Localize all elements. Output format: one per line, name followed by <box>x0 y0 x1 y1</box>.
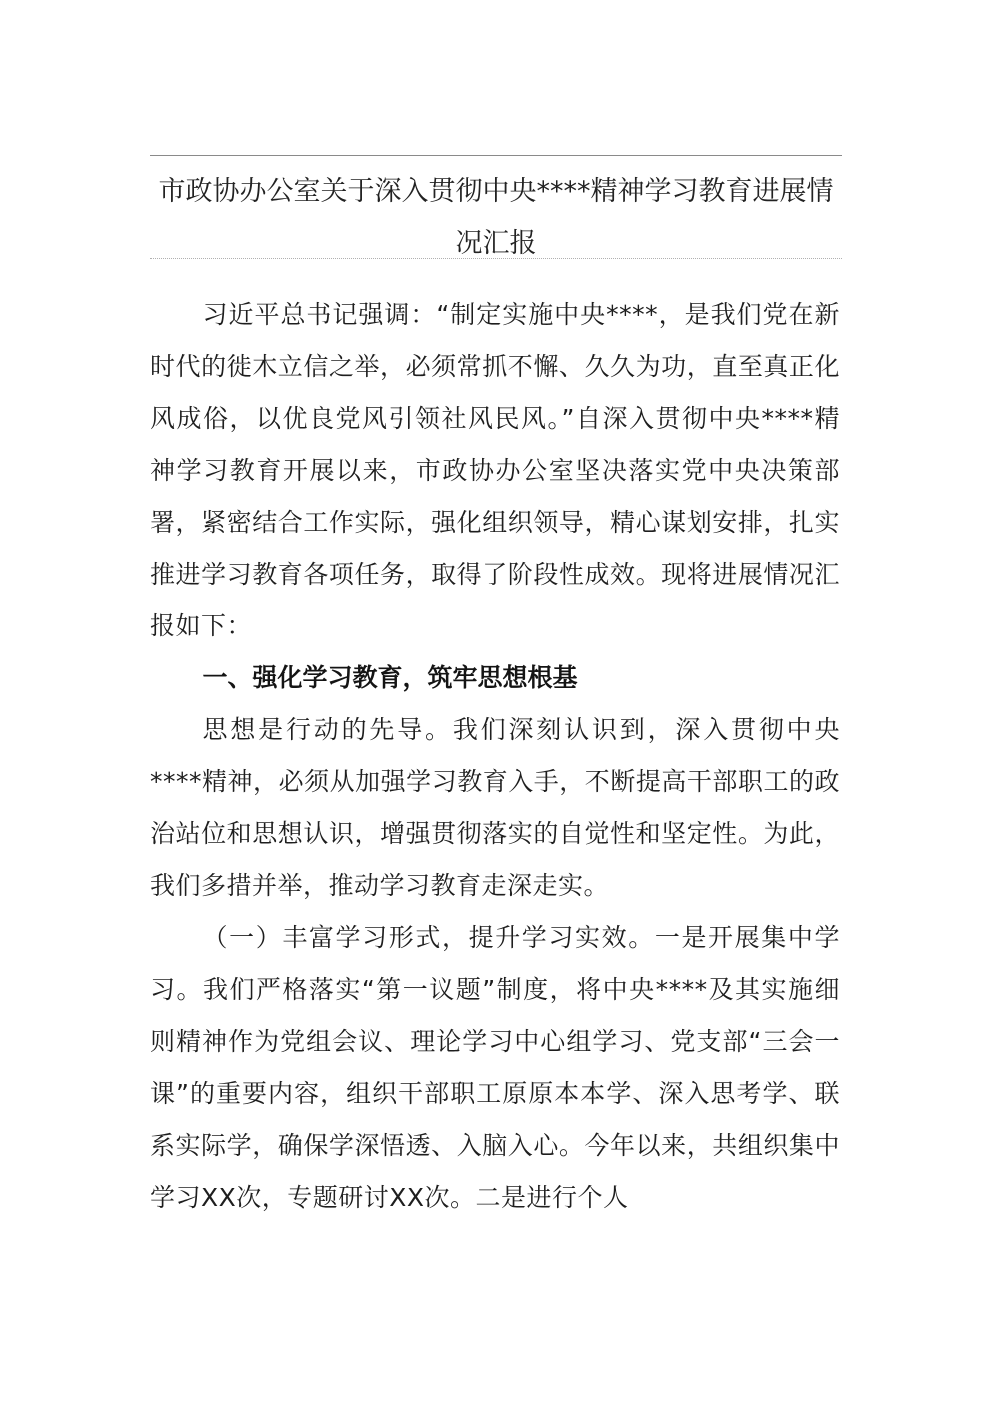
section-paragraph: 思想是行动的先导。我们深刻认识到，深入贯彻中央****精神，必须从加强学习教育入手，不断提高干部职工的政治站位和思想认识，增强贯彻落实的自觉性和坚定性。为此，我们多措并举，推动学习教育走深走实。 <box>150 715 840 901</box>
intro-paragraph: 习近平总书记强调：“制定实施中央****，是我们党在新时代的徙木立信之举，必须常抓不懈、久久为功，直至真正化风成俗，以优良党风引领社风民风。”自深入贯彻中央****精神学习教育开展以来，市政协办公室坚决落实党中央决策部署，紧密结合工作实际，强化组织领导，精心谋划安排，扎实推进学习教育各项任务，取得了阶段性成效。现将进展情况汇报如下： <box>150 300 840 641</box>
title-bottom-rule <box>150 258 842 259</box>
section-heading: 一、强化学习教育，筑牢思想根基 <box>202 663 578 693</box>
title-top-rule <box>150 155 842 156</box>
subsection-paragraph: （一）丰富学习形式，提升学习实效。一是开展集中学习。我们严格落实“第一议题”制度，将中央****及其实施细则精神作为党组会议、理论学习中心组学习、党支部“三会一课”的重要内容，组织干部职工原原本本学、深入思考学、联系实际学，确保学深悟透、入脑入心。今年以来，共组织集中学习XX次，专题研讨XX次。二是进行个人 <box>150 922 840 1212</box>
document-title: 市政协办公室关于深入贯彻中央****精神学习教育进展情况汇报 <box>158 176 834 259</box>
document-body <box>150 289 840 1223</box>
